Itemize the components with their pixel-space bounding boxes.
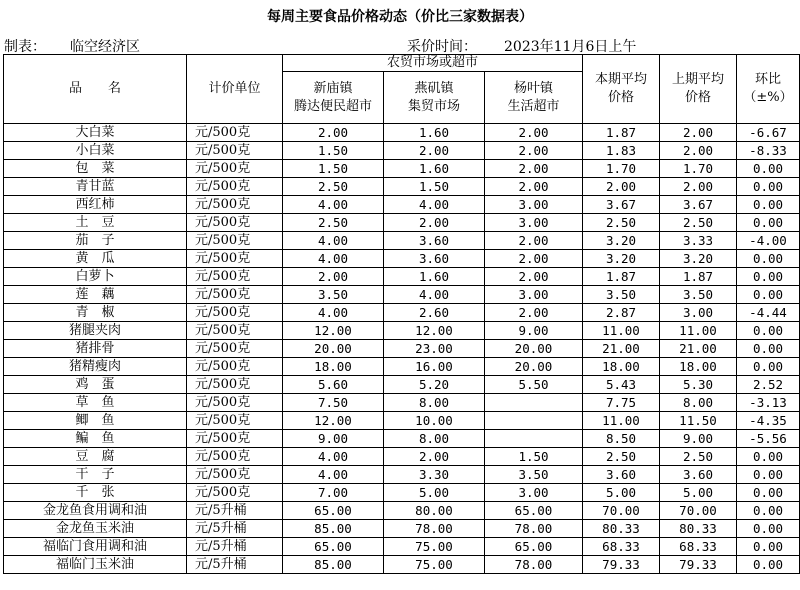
change-pct: 0.00 xyxy=(737,196,800,214)
collection-time-label: 采价时间： xyxy=(407,39,477,55)
previous-avg: 2.50 xyxy=(660,448,737,466)
price-market-2: 1.60 xyxy=(384,160,485,178)
unit: 元/500克 xyxy=(187,304,283,322)
current-avg: 11.00 xyxy=(583,322,660,340)
previous-avg: 1.70 xyxy=(660,160,737,178)
table-row xyxy=(4,250,800,268)
current-avg: 18.00 xyxy=(583,358,660,376)
item-name: 猪腿夹肉 xyxy=(4,322,187,340)
item-name: 小白菜 xyxy=(4,142,187,160)
price-market-2: 8.00 xyxy=(384,394,485,412)
price-market-1: 2.00 xyxy=(283,124,384,142)
unit: 元/500克 xyxy=(187,412,283,430)
current-avg: 3.20 xyxy=(583,250,660,268)
price-market-2: 75.00 xyxy=(384,556,485,574)
change-pct: -3.13 xyxy=(737,394,800,412)
unit: 元/500克 xyxy=(187,448,283,466)
previous-avg: 3.67 xyxy=(660,196,737,214)
table-row xyxy=(4,340,800,358)
price-market-3: 78.00 xyxy=(485,520,583,538)
previous-avg: 5.00 xyxy=(660,484,737,502)
change-pct: 0.00 xyxy=(737,484,800,502)
price-market-1: 5.60 xyxy=(283,376,384,394)
price-market-2: 80.00 xyxy=(384,502,485,520)
table-title: 每周主要食品价格动态（价比三家数据表） xyxy=(267,9,533,25)
previous-avg: 3.50 xyxy=(660,286,737,304)
change-pct: -4.00 xyxy=(737,232,800,250)
price-market-2: 10.00 xyxy=(384,412,485,430)
unit: 元/500克 xyxy=(187,232,283,250)
price-market-3: 1.50 xyxy=(485,448,583,466)
price-market-1: 3.50 xyxy=(283,286,384,304)
current-avg: 21.00 xyxy=(583,340,660,358)
unit: 元/500克 xyxy=(187,466,283,484)
price-market-2: 23.00 xyxy=(384,340,485,358)
change-pct: 0.00 xyxy=(737,466,800,484)
table-row xyxy=(4,124,800,142)
table-row xyxy=(4,268,800,286)
table-row xyxy=(4,214,800,232)
price-market-1: 1.50 xyxy=(283,160,384,178)
header-market-group: 农贸市场或超市 xyxy=(283,55,583,72)
table-row xyxy=(4,394,800,412)
table-row xyxy=(4,502,800,520)
current-avg: 2.87 xyxy=(583,304,660,322)
price-market-2: 3.60 xyxy=(384,250,485,268)
price-market-3: 20.00 xyxy=(485,358,583,376)
header-market-3: 杨叶镇 生活超市 xyxy=(485,72,583,124)
price-market-2: 1.60 xyxy=(384,124,485,142)
price-market-3: 2.00 xyxy=(485,160,583,178)
previous-avg: 80.33 xyxy=(660,520,737,538)
table-row xyxy=(4,178,800,196)
price-market-3: 65.00 xyxy=(485,502,583,520)
current-avg: 7.75 xyxy=(583,394,660,412)
price-market-2: 12.00 xyxy=(384,322,485,340)
change-pct: 0.00 xyxy=(737,286,800,304)
current-avg: 70.00 xyxy=(583,502,660,520)
price-market-3: 3.00 xyxy=(485,214,583,232)
previous-avg: 79.33 xyxy=(660,556,737,574)
change-pct: 0.00 xyxy=(737,538,800,556)
current-avg: 3.20 xyxy=(583,232,660,250)
price-table-body xyxy=(4,124,800,574)
unit: 元/500克 xyxy=(187,430,283,448)
header-current-avg: 本期平均 价格 xyxy=(583,55,660,124)
change-pct: 0.00 xyxy=(737,214,800,232)
previous-avg: 2.00 xyxy=(660,178,737,196)
item-name: 青 椒 xyxy=(4,304,187,322)
current-avg: 68.33 xyxy=(583,538,660,556)
previous-avg: 11.00 xyxy=(660,322,737,340)
change-pct: -8.33 xyxy=(737,142,800,160)
price-market-3: 2.00 xyxy=(485,142,583,160)
price-market-3: 9.00 xyxy=(485,322,583,340)
table-row xyxy=(4,448,800,466)
price-market-3 xyxy=(485,394,583,412)
unit: 元/500克 xyxy=(187,286,283,304)
price-market-1: 65.00 xyxy=(283,538,384,556)
price-market-3 xyxy=(485,412,583,430)
item-name: 白萝卜 xyxy=(4,268,187,286)
item-name: 猪排骨 xyxy=(4,340,187,358)
price-market-1: 2.00 xyxy=(283,268,384,286)
previous-avg: 3.20 xyxy=(660,250,737,268)
current-avg: 11.00 xyxy=(583,412,660,430)
unit: 元/500克 xyxy=(187,124,283,142)
table-row xyxy=(4,412,800,430)
table-row xyxy=(4,430,800,448)
item-name: 鲫 鱼 xyxy=(4,412,187,430)
price-market-1: 85.00 xyxy=(283,520,384,538)
table-row xyxy=(4,538,800,556)
table-row xyxy=(4,358,800,376)
price-market-1: 4.00 xyxy=(283,196,384,214)
price-market-2: 5.00 xyxy=(384,484,485,502)
unit: 元/500克 xyxy=(187,394,283,412)
table-row xyxy=(4,142,800,160)
price-market-2: 2.00 xyxy=(384,214,485,232)
collection-time-value: 2023年11月6日上午 xyxy=(504,39,637,55)
current-avg: 3.67 xyxy=(583,196,660,214)
current-avg: 1.83 xyxy=(583,142,660,160)
unit: 元/500克 xyxy=(187,268,283,286)
price-market-3: 65.00 xyxy=(485,538,583,556)
price-market-1: 65.00 xyxy=(283,502,384,520)
change-pct: 2.52 xyxy=(737,376,800,394)
unit: 元/5升桶 xyxy=(187,502,283,520)
price-market-3: 3.00 xyxy=(485,196,583,214)
price-market-3: 3.00 xyxy=(485,484,583,502)
price-market-1: 4.00 xyxy=(283,250,384,268)
price-market-1: 4.00 xyxy=(283,466,384,484)
header-change: 环比 （±%） xyxy=(737,55,800,124)
previous-avg: 2.00 xyxy=(660,124,737,142)
item-name: 包 菜 xyxy=(4,160,187,178)
price-market-3: 2.00 xyxy=(485,124,583,142)
unit: 元/500克 xyxy=(187,322,283,340)
unit: 元/500克 xyxy=(187,484,283,502)
item-name: 黄 瓜 xyxy=(4,250,187,268)
maker-label: 制表： xyxy=(4,39,46,55)
change-pct: 0.00 xyxy=(737,340,800,358)
price-market-2: 3.60 xyxy=(384,232,485,250)
price-market-2: 1.60 xyxy=(384,268,485,286)
price-market-3: 2.00 xyxy=(485,232,583,250)
item-name: 金龙鱼玉米油 xyxy=(4,520,187,538)
change-pct: -5.56 xyxy=(737,430,800,448)
previous-avg: 3.33 xyxy=(660,232,737,250)
table-row xyxy=(4,556,800,574)
previous-avg: 3.60 xyxy=(660,466,737,484)
unit: 元/500克 xyxy=(187,358,283,376)
price-market-2: 2.00 xyxy=(384,448,485,466)
price-market-3: 20.00 xyxy=(485,340,583,358)
previous-avg: 2.00 xyxy=(660,142,737,160)
current-avg: 8.50 xyxy=(583,430,660,448)
change-pct: 0.00 xyxy=(737,358,800,376)
current-avg: 1.70 xyxy=(583,160,660,178)
unit: 元/5升桶 xyxy=(187,538,283,556)
price-market-3: 5.50 xyxy=(485,376,583,394)
table-row xyxy=(4,196,800,214)
price-market-2: 2.00 xyxy=(384,142,485,160)
previous-avg: 2.50 xyxy=(660,214,737,232)
change-pct: -4.44 xyxy=(737,304,800,322)
item-name: 福临门食用调和油 xyxy=(4,538,187,556)
price-market-1: 2.50 xyxy=(283,178,384,196)
price-market-1: 85.00 xyxy=(283,556,384,574)
price-market-3: 2.00 xyxy=(485,178,583,196)
change-pct: -6.67 xyxy=(737,124,800,142)
current-avg: 3.60 xyxy=(583,466,660,484)
previous-avg: 5.30 xyxy=(660,376,737,394)
previous-avg: 1.87 xyxy=(660,268,737,286)
price-market-3: 3.50 xyxy=(485,466,583,484)
unit: 元/500克 xyxy=(187,196,283,214)
item-name: 金龙鱼食用调和油 xyxy=(4,502,187,520)
change-pct: 0.00 xyxy=(737,160,800,178)
item-name: 豆 腐 xyxy=(4,448,187,466)
change-pct: 0.00 xyxy=(737,502,800,520)
price-market-1: 9.00 xyxy=(283,430,384,448)
table-row xyxy=(4,322,800,340)
price-market-3: 2.00 xyxy=(485,250,583,268)
unit: 元/500克 xyxy=(187,340,283,358)
table-row xyxy=(4,232,800,250)
item-name: 大白菜 xyxy=(4,124,187,142)
price-market-2: 2.60 xyxy=(384,304,485,322)
table-row xyxy=(4,466,800,484)
current-avg: 1.87 xyxy=(583,268,660,286)
unit: 元/5升桶 xyxy=(187,556,283,574)
unit: 元/500克 xyxy=(187,160,283,178)
price-market-2: 4.00 xyxy=(384,196,485,214)
change-pct: 0.00 xyxy=(737,322,800,340)
item-name: 青甘蓝 xyxy=(4,178,187,196)
price-market-1: 20.00 xyxy=(283,340,384,358)
price-market-2: 16.00 xyxy=(384,358,485,376)
previous-avg: 3.00 xyxy=(660,304,737,322)
previous-avg: 8.00 xyxy=(660,394,737,412)
table-row xyxy=(4,286,800,304)
price-market-2: 8.00 xyxy=(384,430,485,448)
price-market-3: 3.00 xyxy=(485,286,583,304)
unit: 元/500克 xyxy=(187,142,283,160)
current-avg: 5.00 xyxy=(583,484,660,502)
price-market-1: 4.00 xyxy=(283,448,384,466)
price-market-1: 1.50 xyxy=(283,142,384,160)
unit: 元/500克 xyxy=(187,376,283,394)
price-table xyxy=(3,54,800,574)
change-pct: 0.00 xyxy=(737,448,800,466)
price-market-3: 78.00 xyxy=(485,556,583,574)
change-pct: 0.00 xyxy=(737,250,800,268)
header-market-2: 燕矶镇 集贸市场 xyxy=(384,72,485,124)
item-name: 千 张 xyxy=(4,484,187,502)
change-pct: -4.35 xyxy=(737,412,800,430)
change-pct: 0.00 xyxy=(737,520,800,538)
previous-avg: 68.33 xyxy=(660,538,737,556)
current-avg: 1.87 xyxy=(583,124,660,142)
change-pct: 0.00 xyxy=(737,178,800,196)
current-avg: 2.00 xyxy=(583,178,660,196)
unit: 元/500克 xyxy=(187,214,283,232)
item-name: 猪精瘦肉 xyxy=(4,358,187,376)
table-row xyxy=(4,484,800,502)
unit: 元/5升桶 xyxy=(187,520,283,538)
price-market-2: 5.20 xyxy=(384,376,485,394)
item-name: 福临门玉米油 xyxy=(4,556,187,574)
table-row xyxy=(4,160,800,178)
previous-avg: 18.00 xyxy=(660,358,737,376)
item-name: 草 鱼 xyxy=(4,394,187,412)
item-name: 西红柿 xyxy=(4,196,187,214)
table-row xyxy=(4,520,800,538)
previous-avg: 9.00 xyxy=(660,430,737,448)
price-market-2: 75.00 xyxy=(384,538,485,556)
previous-avg: 11.50 xyxy=(660,412,737,430)
item-name: 莲 藕 xyxy=(4,286,187,304)
current-avg: 2.50 xyxy=(583,214,660,232)
previous-avg: 70.00 xyxy=(660,502,737,520)
maker-value: 临空经济区 xyxy=(70,39,140,55)
price-market-2: 1.50 xyxy=(384,178,485,196)
header-unit: 计价单位 xyxy=(187,55,283,124)
current-avg: 80.33 xyxy=(583,520,660,538)
price-market-2: 78.00 xyxy=(384,520,485,538)
meta-bar xyxy=(0,34,800,54)
current-avg: 2.50 xyxy=(583,448,660,466)
item-name: 土 豆 xyxy=(4,214,187,232)
table-row xyxy=(4,304,800,322)
price-market-3: 2.00 xyxy=(485,304,583,322)
price-market-3 xyxy=(485,430,583,448)
unit: 元/500克 xyxy=(187,250,283,268)
item-name: 鳊 鱼 xyxy=(4,430,187,448)
price-market-1: 18.00 xyxy=(283,358,384,376)
item-name: 鸡 蛋 xyxy=(4,376,187,394)
price-market-1: 12.00 xyxy=(283,322,384,340)
change-pct: 0.00 xyxy=(737,556,800,574)
header-previous-avg: 上期平均 价格 xyxy=(660,55,737,124)
price-market-1: 7.00 xyxy=(283,484,384,502)
header-market-1: 新庙镇 腾达便民超市 xyxy=(283,72,384,124)
item-name: 茄 子 xyxy=(4,232,187,250)
price-market-1: 2.50 xyxy=(283,214,384,232)
current-avg: 3.50 xyxy=(583,286,660,304)
current-avg: 79.33 xyxy=(583,556,660,574)
item-name: 干 子 xyxy=(4,466,187,484)
price-market-2: 4.00 xyxy=(384,286,485,304)
current-avg: 5.43 xyxy=(583,376,660,394)
header-name: 品 名 xyxy=(4,55,187,124)
price-market-2: 3.30 xyxy=(384,466,485,484)
change-pct: 0.00 xyxy=(737,268,800,286)
previous-avg: 21.00 xyxy=(660,340,737,358)
price-market-1: 12.00 xyxy=(283,412,384,430)
unit: 元/500克 xyxy=(187,178,283,196)
price-market-1: 4.00 xyxy=(283,232,384,250)
table-row xyxy=(4,376,800,394)
price-market-1: 7.50 xyxy=(283,394,384,412)
price-market-3: 2.00 xyxy=(485,268,583,286)
price-market-1: 4.00 xyxy=(283,304,384,322)
